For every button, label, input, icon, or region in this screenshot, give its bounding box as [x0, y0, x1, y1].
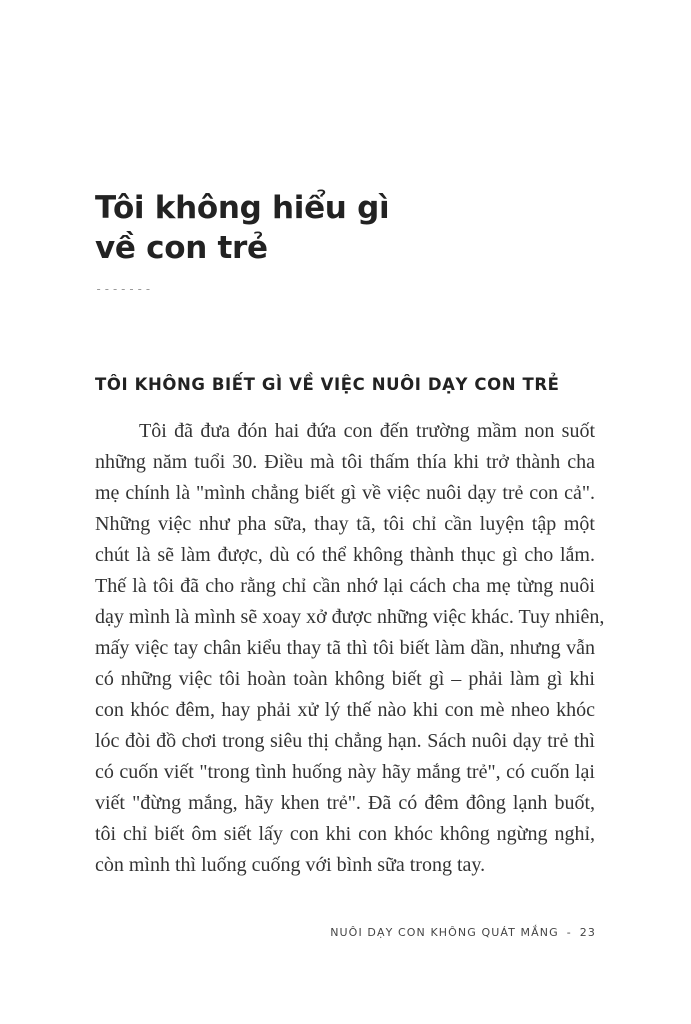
- body-paragraph: [95, 416, 605, 881]
- body-line: mấy việc tay chân kiểu thay tã thì tôi biết làm dần, nhưng vẫn: [95, 637, 595, 659]
- body-line: dạy mình là mình sẽ xoay xở được những việc khác. Tuy nhiên,: [95, 606, 605, 628]
- body-line: có cuốn viết "trong tình huống này hãy mắng trẻ", có cuốn lại: [95, 761, 595, 783]
- section-heading: TÔI KHÔNG BIẾT GÌ VỀ VIỆC NUÔI DẠY CON TRẺ: [95, 375, 560, 394]
- body-line: Thế là tôi đã cho rằng chỉ cần nhớ lại cách cha mẹ từng nuôi: [95, 575, 595, 597]
- body-line: mẹ chính là "mình chẳng biết gì về việc nuôi dạy trẻ con cả".: [95, 482, 595, 504]
- body-line: tôi chỉ biết ôm siết lấy con khi con khóc không ngừng nghỉ,: [95, 823, 595, 845]
- body-line: Những việc như pha sữa, thay tã, tôi chỉ cần luyện tập một: [95, 513, 595, 535]
- running-footer: [330, 926, 596, 939]
- body-line: Tôi đã đưa đón hai đứa con đến trường mầm non suốt: [139, 420, 595, 442]
- footer-separator: -: [566, 926, 572, 939]
- body-line: có những việc tôi hoàn toàn không biết gì – phải làm gì khi: [95, 668, 595, 690]
- body-line: chút là sẽ làm được, dù có thể không thành thục gì cho lắm.: [95, 544, 595, 566]
- footer-book-title: NUÔI DẠY CON KHÔNG QUÁT MẮNG: [330, 926, 559, 939]
- chapter-title: [95, 188, 389, 268]
- page-number: 23: [579, 926, 596, 939]
- body-line: con khóc đêm, hay phải xử lý thế nào khi con mè nheo khóc: [95, 699, 595, 721]
- body-line: còn mình thì luống cuống với bình sữa trong tay.: [95, 854, 486, 876]
- chapter-title-line-1: Tôi không hiểu gì: [95, 190, 390, 226]
- title-divider: -------: [95, 282, 153, 296]
- body-line: những năm tuổi 30. Điều mà tôi thấm thía khi trở thành cha: [95, 451, 595, 473]
- body-line: viết "đừng mắng, hãy khen trẻ". Đã có đêm đông lạnh buốt,: [95, 792, 595, 814]
- body-line: lóc đòi đồ chơi trong siêu thị chẳng hạn. Sách nuôi dạy trẻ thì: [95, 730, 595, 752]
- chapter-title-line-2: về con trẻ: [95, 230, 268, 266]
